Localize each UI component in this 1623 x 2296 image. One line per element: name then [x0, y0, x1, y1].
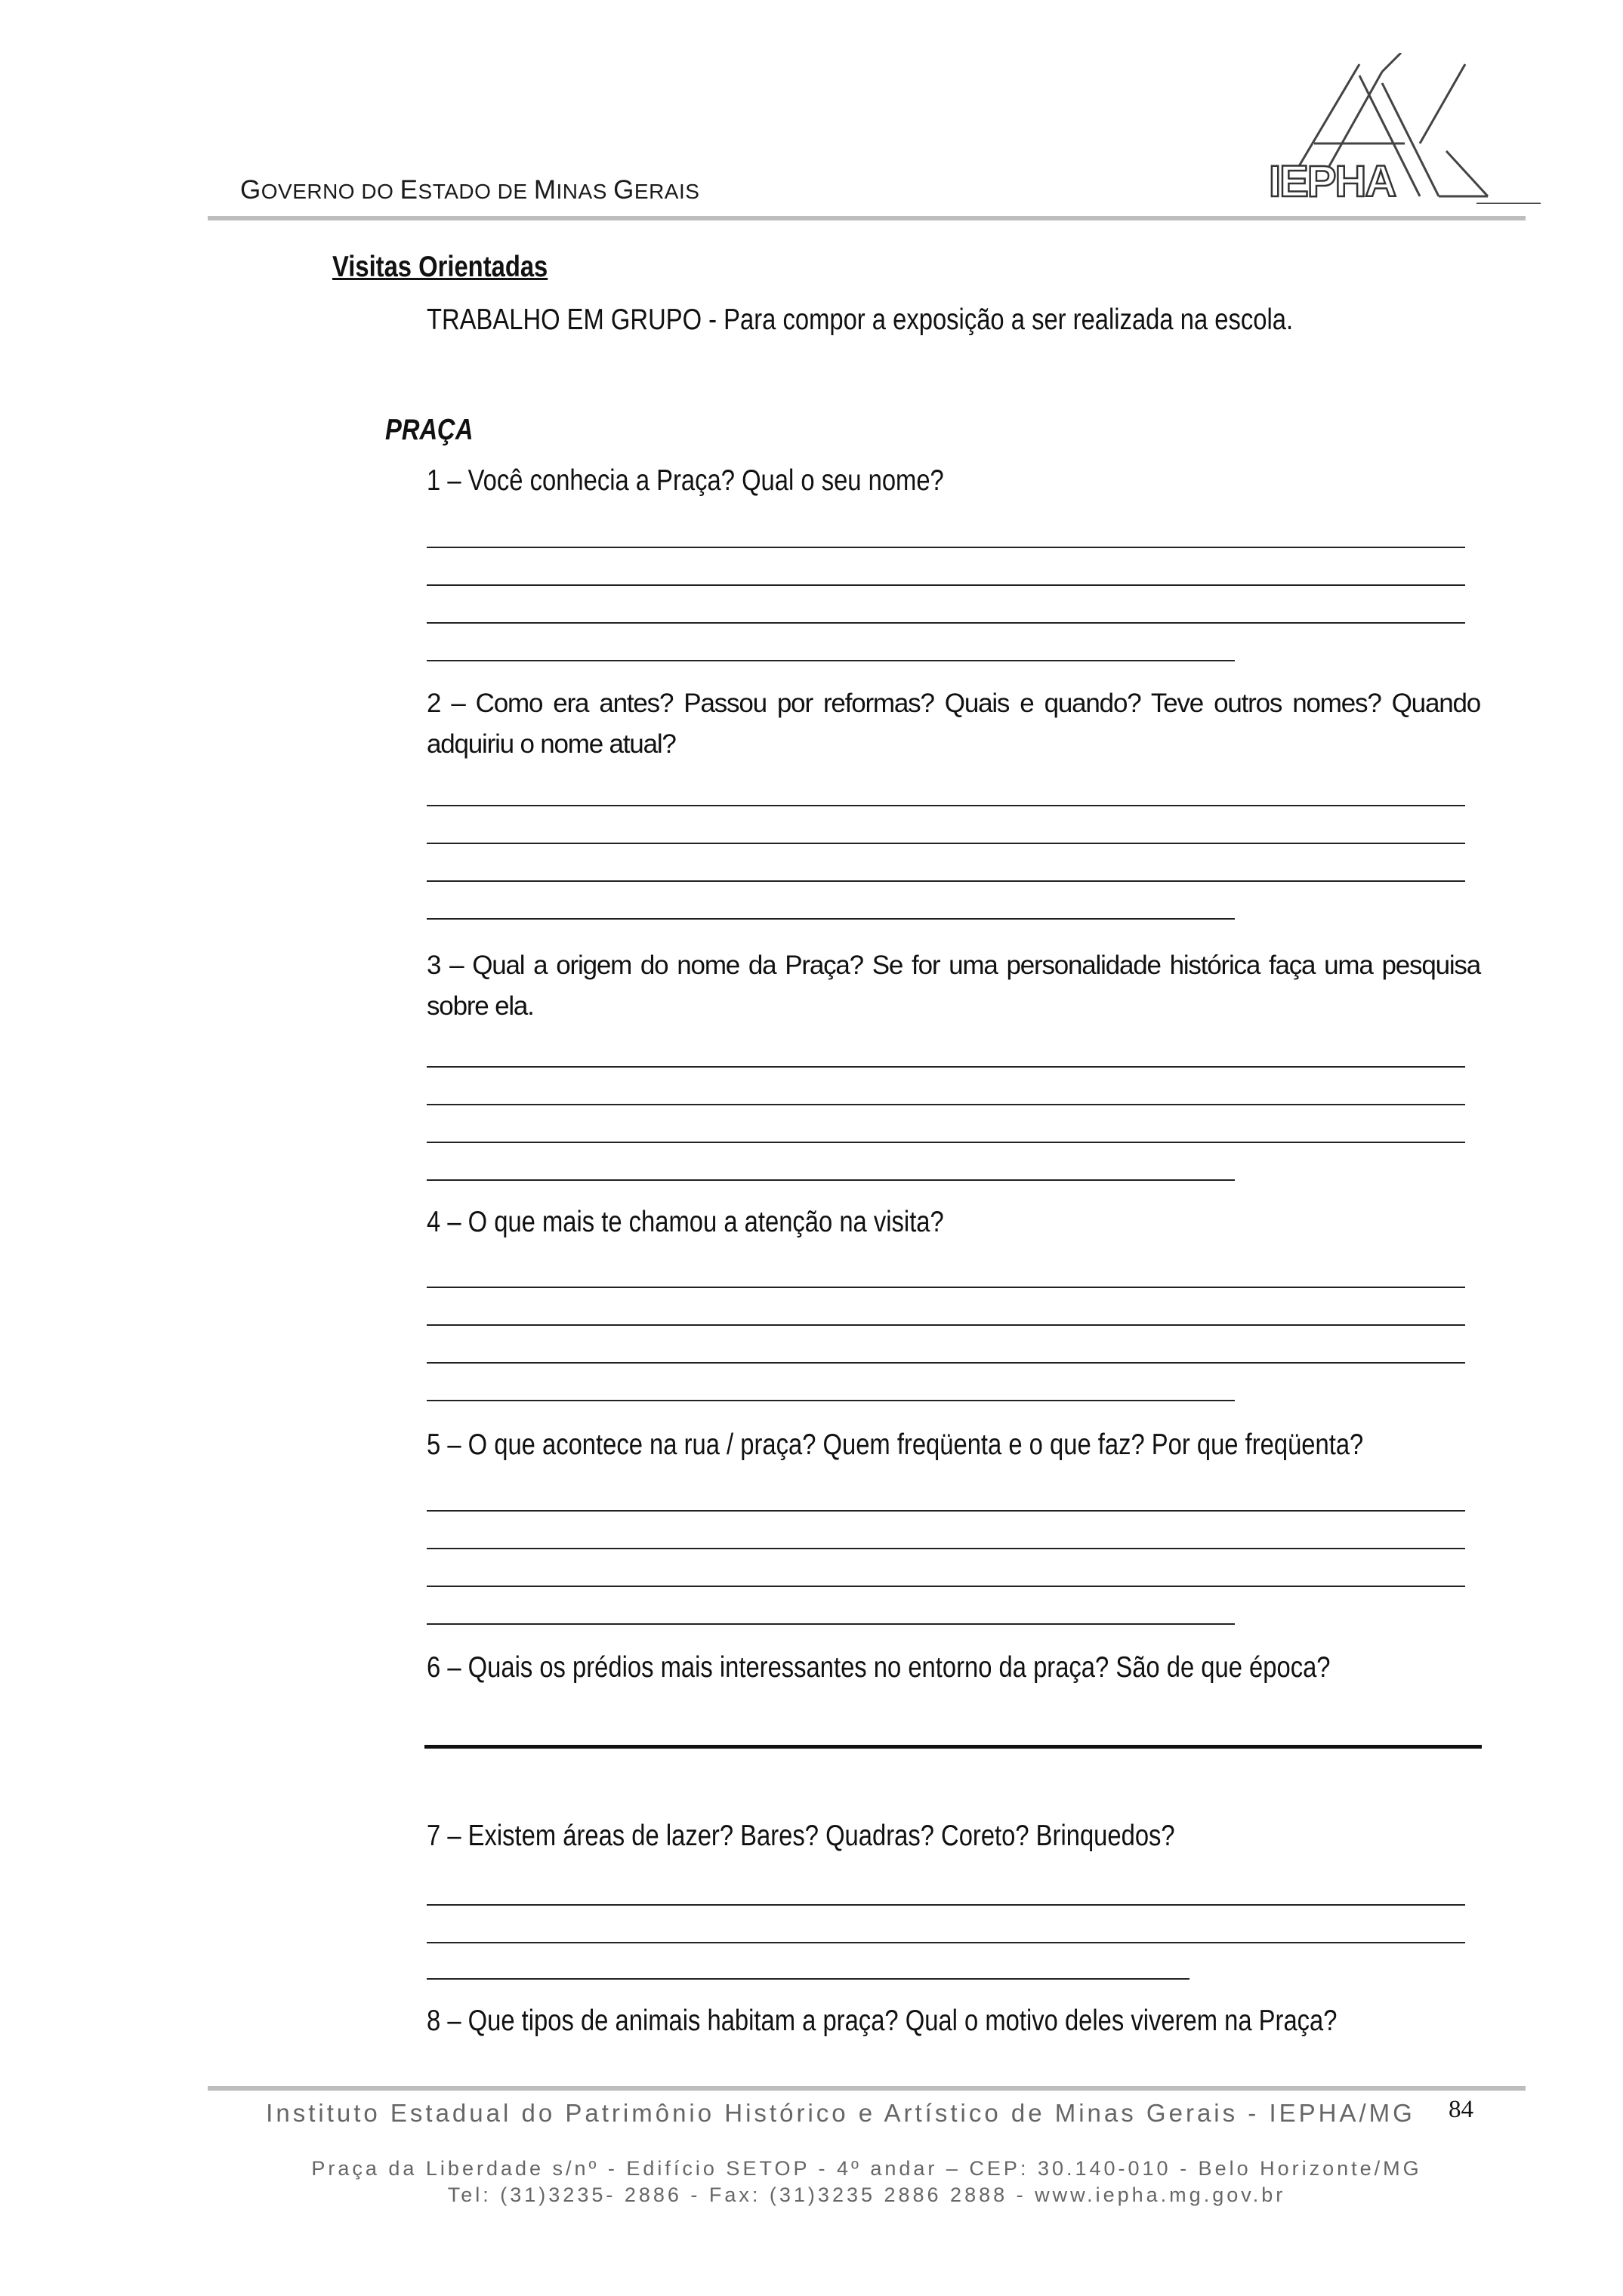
section-title: Visitas Orientadas: [332, 251, 548, 283]
answer-line[interactable]: [427, 1400, 1235, 1401]
answer-line[interactable]: [427, 805, 1465, 806]
answer-line[interactable]: [427, 1104, 1465, 1105]
iepha-logo: [1269, 53, 1541, 204]
header-title-rest-3: INAS: [556, 180, 614, 203]
answer-line[interactable]: [427, 1586, 1465, 1587]
question-5: 5 – O que acontece na rua / praça? Quem freqüenta e o que faz? Por que freqüenta?: [427, 1428, 1364, 1461]
header-title-rest-4: ERAIS: [634, 180, 700, 203]
header-title-cap-1: G: [240, 175, 261, 205]
answer-line[interactable]: [427, 1904, 1465, 1906]
answer-line[interactable]: [427, 880, 1465, 882]
answer-line[interactable]: [427, 1942, 1465, 1943]
answer-line[interactable]: [427, 622, 1465, 624]
answer-line[interactable]: [427, 1362, 1465, 1364]
question-7: 7 – Existem áreas de lazer? Bares? Quadras? Coreto? Brinquedos?: [427, 1820, 1175, 1852]
logo-text: IEPHA: [1269, 157, 1396, 204]
page-number: 84: [1449, 2096, 1473, 2123]
header-title-rest-2: STADO DE: [418, 180, 534, 203]
question-6: 6 – Quais os prédios mais interessantes no entorno da praça? São de que época?: [427, 1651, 1331, 1684]
answer-line[interactable]: [427, 1066, 1465, 1068]
answer-line[interactable]: [427, 1978, 1189, 1980]
header-title: [240, 175, 699, 205]
intro-text: TRABALHO EM GRUPO - Para compor a exposição a ser realizada na escola.: [427, 304, 1294, 336]
answer-line[interactable]: [427, 1623, 1235, 1625]
answer-line[interactable]: [427, 1287, 1465, 1288]
answer-line[interactable]: [427, 660, 1235, 661]
footer-contact: Tel: (31)3235- 2886 - Fax: (31)3235 2886 2888 - www.iepha.mg.gov.br: [447, 2184, 1286, 2206]
footer-address: Praça da Liberdade s/nº - Edifício SETOP - 4º andar – CEP: 30.140-010 - Belo Horizonte/MG: [311, 2157, 1422, 2180]
answer-line[interactable]: [427, 1548, 1465, 1549]
header-divider: [208, 216, 1526, 220]
header-title-cap-2: E: [400, 175, 418, 205]
answer-line[interactable]: [427, 1324, 1465, 1326]
answer-line[interactable]: [424, 1745, 1482, 1749]
question-4: 4 – O que mais te chamou a atenção na visita?: [427, 1206, 944, 1238]
subtitle-praca: PRAÇA: [385, 414, 474, 446]
question-3: 3 – Qual a origem do nome da Praça? Se for uma personalidade histórica faça uma pesquisa sobre ela.: [427, 951, 1480, 1021]
answer-line[interactable]: [427, 843, 1465, 844]
header-title-rest-1: OVERNO DO: [261, 180, 400, 203]
answer-line[interactable]: [427, 584, 1465, 586]
question-1: 1 – Você conhecia a Praça? Qual o seu nome?: [427, 464, 944, 497]
answer-line[interactable]: [427, 1142, 1465, 1143]
footer-institute: Instituto Estadual do Patrimônio Histórico e Artístico de Minas Gerais - IEPHA/MG: [266, 2099, 1415, 2127]
header-title-cap-3: M: [533, 175, 557, 205]
answer-line[interactable]: [427, 1179, 1235, 1181]
question-2: 2 – Como era antes? Passou por reformas? Quais e quando? Teve outros nomes? Quando adquiriu o nome atual?: [427, 689, 1480, 759]
footer-divider: [208, 2086, 1526, 2091]
answer-line[interactable]: [427, 918, 1235, 920]
answer-line[interactable]: [427, 1510, 1465, 1512]
answer-line[interactable]: [427, 547, 1465, 548]
header-title-cap-4: G: [613, 175, 634, 205]
footer-address-block: [208, 2156, 1526, 2208]
question-8: 8 – Que tipos de animais habitam a praça? Qual o motivo deles viverem na Praça?: [427, 2005, 1338, 2037]
